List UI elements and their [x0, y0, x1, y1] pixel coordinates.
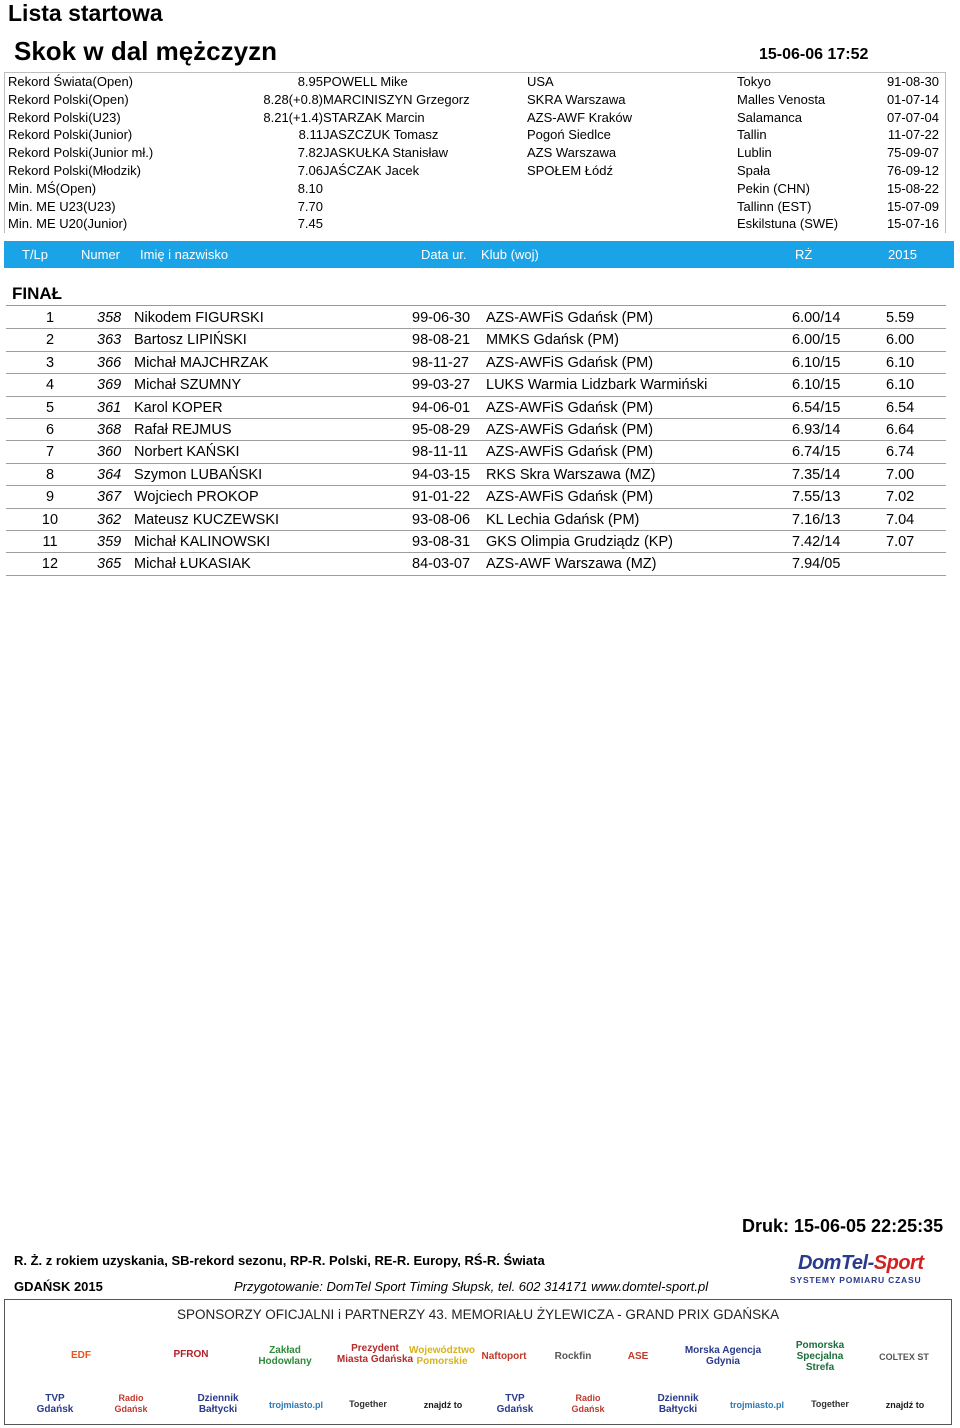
record-club: AZS Warszawa [527, 145, 617, 161]
record-result: 8.95 [297, 74, 323, 89]
record-row [5, 162, 945, 180]
record-row [5, 73, 945, 91]
result-pb: 6.54/15 [792, 399, 841, 416]
result-pb: 6.00/15 [792, 332, 841, 349]
record-athlete: JASZCZUK Tomasz [323, 127, 439, 143]
domtel-logo-sub: SYSTEMY POMIARU CZASU [790, 1275, 922, 1285]
domtel-logo-accent: Sport [873, 1252, 924, 1274]
table-row [6, 307, 946, 329]
sponsor-logo: Together [811, 1398, 849, 1409]
sponsor-logo: PFRON [173, 1348, 209, 1360]
record-date: 15-07-16 [886, 216, 939, 232]
result-name: Bartosz LIPIŃSKI [134, 332, 247, 349]
table-row [6, 374, 946, 396]
column-header-name: Imię i nazwisko [140, 247, 229, 262]
sponsor-logo: Naftoport [481, 1350, 527, 1362]
result-name: Nikodem FIGURSKI [134, 310, 264, 326]
result-dob: 93-08-06 [412, 511, 471, 528]
column-header-row [4, 241, 954, 268]
result-dob: 94-06-01 [412, 399, 471, 416]
sponsor-panel [4, 1299, 952, 1425]
record-athlete: MARCINISZYN Grzegorz [323, 91, 470, 107]
record-date: 75-09-07 [886, 145, 939, 161]
result-pos: 9 [45, 489, 55, 506]
result-sb: 6.10 [886, 377, 915, 394]
table-row [6, 352, 946, 374]
result-dob: 99-03-27 [412, 377, 471, 394]
result-club: AZS-AWF Warszawa (MZ) [486, 556, 657, 573]
record-club: SKRA Warszawa [527, 91, 626, 107]
record-place: Lublin [737, 145, 772, 161]
sponsor-logo: trojmiasto.pl [729, 1399, 784, 1410]
record-row [5, 109, 945, 127]
result-pb: 7.55/13 [792, 489, 841, 506]
result-bib: 369 [97, 377, 122, 394]
result-dob: 93-08-31 [412, 533, 471, 550]
result-club: AZS-AWFiS Gdańsk (PM) [486, 310, 654, 326]
result-pos: 12 [41, 556, 59, 573]
record-row [5, 198, 945, 216]
record-name: Min. ME U23(U23) [8, 198, 116, 214]
record-club: USA [527, 74, 554, 89]
result-sb: 5.59 [886, 310, 915, 326]
result-club: GKS Olimpia Grudziądz (KP) [486, 533, 673, 550]
sponsor-logo: ASE [627, 1350, 649, 1362]
result-pb: 6.74/15 [792, 444, 841, 461]
result-name: Michał SZUMNY [134, 377, 242, 394]
record-date: 15-08-22 [886, 180, 939, 196]
result-bib: 365 [97, 556, 122, 573]
record-name: Min. ME U20(Junior) [8, 216, 128, 232]
record-name: Rekord Polski(Junior) [8, 127, 133, 143]
result-sb: 7.07 [886, 533, 915, 550]
record-place: Tallinn (EST) [737, 198, 812, 214]
column-header-pos: T/Lp [22, 247, 49, 262]
column-header-sb: 2015 [888, 247, 917, 262]
record-row [5, 180, 945, 198]
record-result: 7.45 [297, 216, 323, 232]
section-divider [6, 305, 946, 306]
event-datetime: 15-06-06 17:52 [759, 46, 869, 63]
result-name: Michał ŁUKASIAK [134, 556, 251, 573]
result-sb: 6.00 [886, 332, 915, 349]
result-dob: 91-01-22 [412, 489, 471, 506]
record-result: 7.82 [297, 145, 323, 161]
sponsor-logo: TVP Gdańsk [496, 1393, 534, 1415]
result-club: AZS-AWFiS Gdańsk (PM) [486, 354, 654, 371]
record-name: Min. MŚ(Open) [8, 180, 97, 196]
sponsor-logo: Pomorska Specjalna Strefa [795, 1339, 845, 1373]
record-name: Rekord Polski(Open) [8, 91, 129, 107]
result-name: Norbert KAŃSKI [134, 444, 240, 461]
result-club: LUKS Warmia Lidzbark Warmiński [486, 377, 708, 394]
result-pb: 6.10/15 [792, 354, 841, 371]
result-pb: 7.42/14 [792, 533, 841, 550]
sponsor-logo: Rockfin [554, 1350, 592, 1362]
result-name: Mateusz KUCZEWSKI [134, 511, 280, 528]
result-bib: 367 [97, 489, 122, 506]
result-name: Rafał REJMUS [134, 421, 232, 438]
result-name: Michał KALINOWSKI [134, 533, 271, 550]
result-pos: 7 [45, 444, 55, 461]
table-row [6, 419, 946, 441]
record-place: Pekin (CHN) [737, 180, 810, 196]
record-date: 07-07-04 [886, 109, 939, 125]
result-club: AZS-AWFiS Gdańsk (PM) [486, 489, 654, 506]
result-pb: 6.93/14 [792, 421, 841, 438]
result-name: Wojciech PROKOP [134, 489, 259, 506]
column-header-dob: Data ur. [421, 247, 467, 262]
record-row [5, 215, 945, 233]
result-pos: 2 [45, 332, 55, 349]
record-athlete: JASKUŁKA Stanisław [323, 145, 449, 161]
result-bib: 363 [97, 332, 122, 349]
sponsor-logo: znajdź to [423, 1399, 463, 1410]
result-bib: 358 [97, 310, 122, 326]
result-bib: 368 [97, 421, 122, 438]
record-club: SPOŁEM Łódź [527, 162, 613, 178]
sponsor-logo: EDF [71, 1349, 91, 1361]
record-place: Tokyo [737, 74, 771, 89]
table-row [6, 553, 946, 575]
table-row [6, 486, 946, 508]
result-pos: 11 [42, 533, 58, 550]
table-row [6, 531, 946, 553]
sponsor-logo: TVP Gdańsk [36, 1393, 74, 1415]
result-bib: 362 [97, 511, 122, 528]
column-header-pb: RŻ [795, 247, 813, 262]
result-name: Szymon LUBAŃSKI [134, 466, 263, 483]
record-club: AZS-AWF Kraków [527, 109, 632, 125]
record-row [5, 91, 945, 109]
records-table [4, 72, 946, 233]
result-club: AZS-AWFiS Gdańsk (PM) [486, 399, 654, 416]
result-pos: 3 [45, 354, 55, 371]
domtel-logo [790, 1252, 942, 1286]
record-name: Rekord Polski(Junior mł.) [8, 145, 154, 161]
results-table [6, 307, 946, 576]
section-label: FINAŁ [12, 284, 63, 303]
record-result: 8.10 [297, 180, 323, 196]
result-pos: 8 [45, 466, 55, 483]
record-athlete: STARZAK Marcin [323, 109, 425, 125]
result-bib: 361 [97, 399, 122, 416]
event-title: Skok w dal mężczyzn [14, 36, 277, 66]
result-bib: 366 [97, 354, 122, 371]
result-pb: 7.16/13 [792, 511, 841, 528]
record-place: Tallin [737, 127, 767, 143]
result-name: Michał MAJCHRZAK [134, 354, 269, 371]
table-row [6, 441, 946, 463]
result-dob: 94-03-15 [412, 466, 471, 483]
result-name: Karol KOPER [134, 399, 223, 416]
table-row [6, 464, 946, 486]
record-result: 8.28(+0.8) [263, 91, 323, 107]
result-sb: 6.64 [886, 421, 915, 438]
result-sb: 6.54 [886, 399, 915, 416]
result-pos: 6 [45, 421, 55, 438]
sponsor-logo: COLTEX ST [879, 1351, 929, 1362]
record-athlete: JAŚCZAK Jacek [323, 162, 420, 178]
record-result: 8.21(+1.4) [263, 109, 323, 125]
record-name: Rekord Świata(Open) [8, 74, 133, 89]
result-bib: 364 [97, 466, 122, 483]
sponsor-logo: Radio Gdańsk [571, 1393, 605, 1414]
result-sb: 6.10 [886, 354, 915, 371]
result-dob: 84-03-07 [412, 556, 471, 573]
result-pos: 4 [45, 377, 55, 394]
result-club: RKS Skra Warszawa (MZ) [486, 466, 656, 483]
domtel-logo-text [798, 1252, 923, 1275]
sponsor-logo: Prezydent Miasta Gdańska [336, 1343, 414, 1365]
result-club: AZS-AWFiS Gdańsk (PM) [486, 421, 654, 438]
result-dob: 98-11-11 [412, 444, 468, 461]
legend-text: R. Ż. z rokiem uzyskania, SB-rekord sezonu, RP-R. Polski, RE-R. Europy, RŚ-R. Świata [14, 1253, 545, 1268]
sponsor-logo: Radio Gdańsk [114, 1393, 148, 1414]
result-pb: 6.00/14 [792, 310, 841, 326]
footer-city: GDAŃSK 2015 [14, 1279, 103, 1294]
result-dob: 99-06-30 [412, 310, 471, 326]
result-club: AZS-AWFiS Gdańsk (PM) [486, 444, 654, 461]
result-pos: 5 [45, 399, 55, 416]
result-bib: 359 [97, 533, 122, 550]
sponsor-logo: Together [349, 1398, 387, 1409]
record-place: Salamanca [737, 109, 803, 125]
result-pb: 6.10/15 [792, 377, 841, 394]
record-row [5, 126, 945, 144]
result-dob: 95-08-29 [412, 421, 471, 438]
result-pb: 7.35/14 [792, 466, 841, 483]
record-row [5, 144, 945, 162]
sponsor-logo: Morska Agencja Gdynia [684, 1345, 762, 1367]
record-result: 7.06 [297, 162, 323, 178]
result-sb: 6.74 [886, 444, 915, 461]
result-sb: 7.02 [886, 489, 915, 506]
column-header-club: Klub (woj) [481, 247, 539, 262]
record-date: 91-08-30 [886, 74, 939, 89]
table-row [6, 329, 946, 351]
sponsor-logo: Dziennik Bałtycki [657, 1393, 699, 1415]
sponsor-logo: Zakład Hodowlany [258, 1345, 312, 1367]
record-place: Eskilstuna (SWE) [737, 216, 839, 232]
table-row [6, 397, 946, 419]
record-club: Pogoń Siedlce [527, 127, 611, 143]
result-sb: 7.00 [886, 466, 915, 483]
record-name: Rekord Polski(Młodzik) [8, 162, 141, 178]
result-dob: 98-08-21 [412, 332, 471, 349]
result-dob: 98-11-27 [412, 354, 469, 371]
sponsor-logo: Województwo Pomorskie [409, 1345, 475, 1367]
table-row [6, 509, 946, 531]
record-place: Spała [737, 162, 771, 178]
result-bib: 360 [97, 444, 122, 461]
sponsor-title: SPONSORZY OFICJALNI i PARTNERZY 43. MEMORIAŁU ŻYLEWICZA - GRAND PRIX GDAŃSKA [177, 1307, 780, 1322]
sponsor-logo: znajdź to [885, 1399, 925, 1410]
record-athlete: POWELL Mike [323, 74, 408, 89]
result-pb: 7.94/05 [792, 556, 841, 573]
doc-title: Lista startowa [8, 0, 163, 26]
domtel-logo-main: DomTel- [798, 1252, 874, 1274]
column-header-bib: Numer [81, 247, 121, 262]
sponsor-logo: Dziennik Bałtycki [197, 1393, 239, 1415]
print-date: Druk: 15-06-05 22:25:35 [742, 1216, 944, 1236]
record-result: 7.70 [297, 198, 323, 214]
record-place: Malles Venosta [737, 91, 826, 107]
result-pos: 10 [41, 511, 59, 528]
record-date: 01-07-14 [886, 91, 939, 107]
record-date: 15-07-09 [886, 198, 939, 214]
sponsor-logo: trojmiasto.pl [268, 1399, 323, 1410]
record-name: Rekord Polski(U23) [8, 109, 121, 125]
footer-prepared-by: Przygotowanie: DomTel Sport Timing Słupsk, tel. 602 314171 www.domtel-sport.pl [234, 1279, 709, 1294]
result-pos: 1 [45, 310, 55, 326]
result-club: KL Lechia Gdańsk (PM) [486, 511, 640, 528]
record-result: 8.11 [298, 127, 323, 143]
result-sb: 7.04 [886, 511, 915, 528]
result-club: MMKS Gdańsk (PM) [486, 332, 619, 349]
record-date: 76-09-12 [886, 162, 939, 178]
record-date: 11-07-22 [887, 127, 939, 143]
